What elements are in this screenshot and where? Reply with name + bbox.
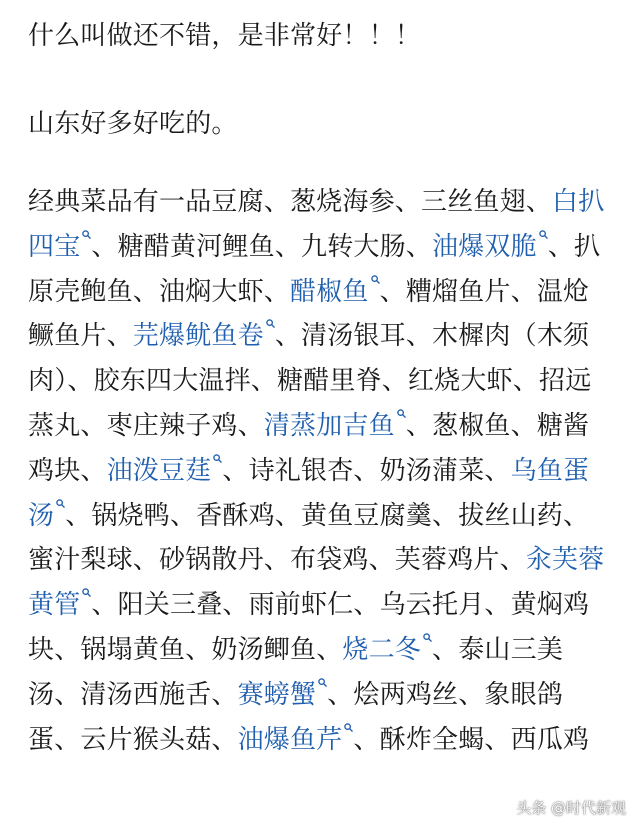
keyword-link[interactable]: 清蒸加吉鱼 bbox=[264, 411, 406, 441]
keyword-link[interactable]: 油爆鱼芹 bbox=[238, 725, 354, 755]
watermark: 头条 @时代新观 bbox=[516, 799, 626, 817]
keyword-link[interactable]: 汆芙蓉黄管 bbox=[28, 545, 605, 621]
text-segment: 、糟熘鱼片、温炝鳜鱼片、 bbox=[28, 276, 590, 352]
search-icon bbox=[539, 230, 548, 239]
keyword-link[interactable]: 油泼豆莛 bbox=[107, 456, 223, 486]
paragraph-1: 什么叫做还不错，是非常好！！！ bbox=[28, 21, 422, 51]
search-icon bbox=[266, 319, 275, 328]
text-segment: 、泰山三美汤、清汤西施舌、 bbox=[28, 634, 564, 710]
keyword-link[interactable]: 烧二冬 bbox=[342, 635, 432, 665]
text-segment: 、酥炸全蝎、西瓜鸡 bbox=[353, 724, 590, 755]
text-segment: 、扒原壳鲍鱼、油焖大虾、 bbox=[28, 231, 601, 307]
keyword-link[interactable]: 赛螃蟹 bbox=[238, 680, 328, 710]
search-icon bbox=[371, 275, 380, 284]
dish-list-paragraph bbox=[28, 180, 614, 762]
text-segment: 、糖醋黄河鲤鱼、九转大肠、 bbox=[91, 231, 433, 262]
search-icon bbox=[318, 678, 327, 687]
search-icon bbox=[423, 633, 432, 642]
keyword-link[interactable]: 芫爆鱿鱼卷 bbox=[133, 321, 275, 351]
text-segment: 、烩两鸡丝、象眼鸽蛋、云片猴头菇、 bbox=[28, 679, 564, 755]
paragraph-2: 山东好多好吃的。 bbox=[28, 109, 238, 139]
text-segment: 、锅烧鸭、香酥鸡、黄鱼豆腐羹、拔丝山药、蜜汁梨球、砂锅散丹、布袋鸡、芙蓉鸡片、 bbox=[28, 500, 590, 576]
keyword-link[interactable]: 醋椒鱼 bbox=[290, 277, 380, 307]
search-icon bbox=[56, 499, 65, 508]
search-icon bbox=[397, 409, 406, 418]
keyword-link[interactable]: 白扒四宝 bbox=[28, 187, 605, 262]
keyword-link[interactable]: 乌鱼蛋汤 bbox=[28, 455, 590, 531]
keyword-link[interactable]: 油爆双脆 bbox=[432, 232, 548, 262]
text-segment: 、诗礼银杏、奶汤蒲菜、 bbox=[222, 455, 511, 486]
text-segment: 经典菜品有一品豆腐、葱烧海参、三丝鱼翅、 bbox=[28, 187, 553, 217]
text-segment: 、阳关三叠、雨前虾仁、乌云托月、黄焖鸡块、锅塌黄鱼、奶汤鲫鱼、 bbox=[28, 590, 590, 665]
text-segment: 、清汤银耳、木樨肉（木须肉）、胶东四大温拌、糖醋里脊、红烧大虾、招远蒸丸、枣庄辣子鸡、 bbox=[28, 321, 592, 441]
text-segment: 、葱椒鱼、糖酱鸡块、 bbox=[28, 410, 590, 486]
